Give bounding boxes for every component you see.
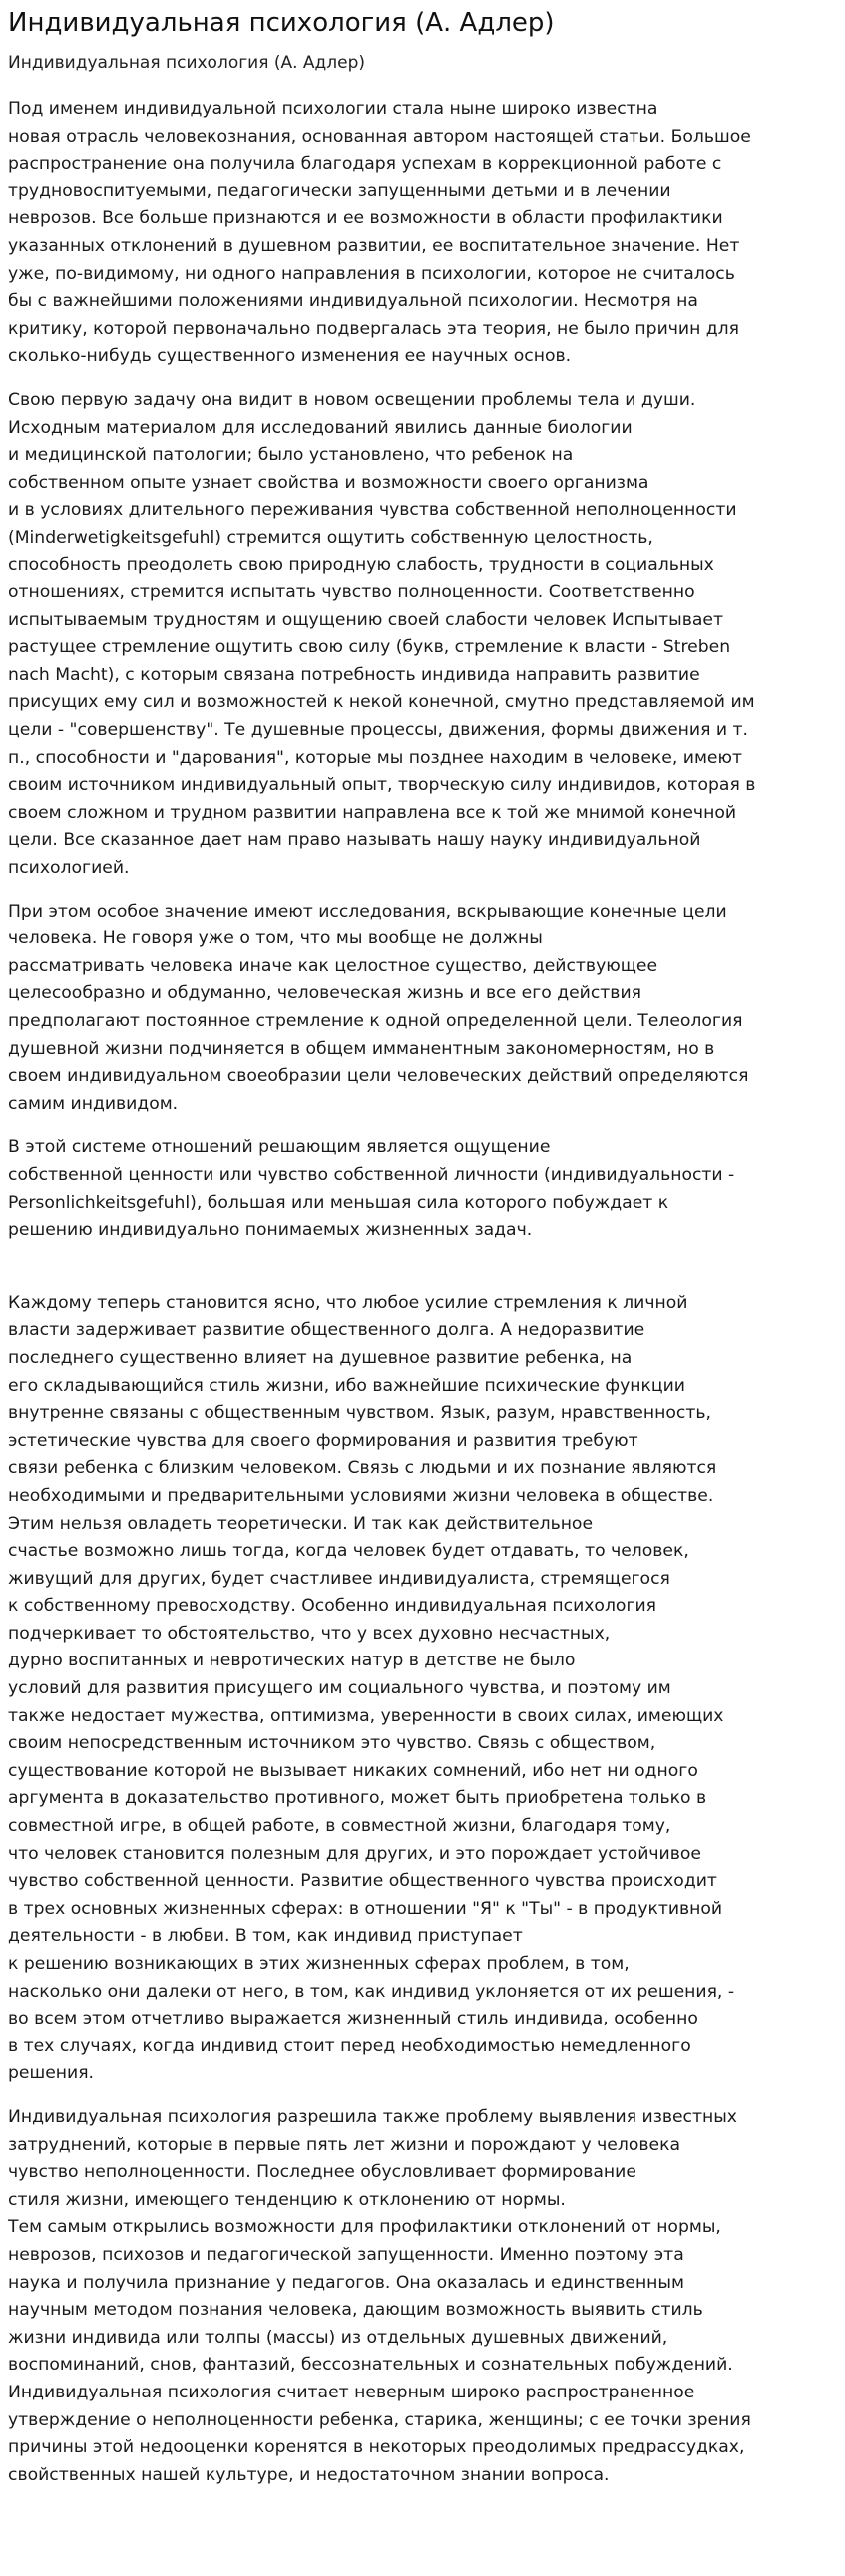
paragraph-line: к собственному превосходству. Особенно индивидуальная психология: [8, 1596, 656, 1617]
paragraph-line: во всем этом отчетливо выражается жизненный стиль индивида, особенно: [8, 2009, 698, 2029]
paragraph-2: [8, 387, 837, 883]
paragraph-line: счастье возможно лишь тогда, когда человек будет отдавать, то человек,: [8, 1541, 689, 1562]
paragraph-line: указанных отклонений в душевном развитии, ее воспитательное значение. Нет: [8, 235, 740, 256]
paragraph-5: [8, 1290, 837, 2088]
paragraph-line: своим непосредственным источником это чувство. Связь с обществом,: [8, 1733, 656, 1754]
paragraph-line: Индивидуальная психология считает неверным широко распространенное: [8, 2382, 695, 2402]
paragraph-line: цели - "совершенству". Те душевные процессы, движения, формы движения и т.: [8, 720, 748, 741]
paragraph-line: свойственных нашей культуре, и недостаточном знании вопроса.: [8, 2464, 610, 2485]
paragraph-line: условий для развития присущего им социального чувства, и поэтому им: [8, 1678, 671, 1699]
paragraph-line: подчеркивает то обстоятельство, что у всех духовно несчастных,: [8, 1623, 611, 1644]
paragraph-line: научным методом познания человека, дающим возможность выявить стиль: [8, 2300, 703, 2321]
paragraph-line: Индивидуальная психология разрешила также проблему выявления известных: [8, 2106, 737, 2127]
paragraph-line: Под именем индивидуальной психологии стала ныне широко известна: [8, 99, 658, 119]
paragraph-line: (Minderwetigkeitsgefuhl) стремится ощутить собственную целостность,: [8, 527, 653, 548]
paragraph-line: предполагают постоянное стремление к одной определенной цели. Телеология: [8, 1011, 743, 1031]
paragraph-line: воспоминаний, снов, фантазий, бессознательных и сознательных побуждений.: [8, 2355, 733, 2376]
paragraph-line: утверждение о неполноценности ребенка, старика, женщины; с ее точки зрения: [8, 2409, 751, 2430]
article-subtitle: Индивидуальная психология (А. Адлер): [8, 53, 366, 73]
paragraph-line: в тех случаях, когда индивид стоит перед необходимостью немедленного: [8, 2035, 691, 2056]
paragraph-line: рассматривать человека иначе как целостное существо, действующее: [8, 955, 658, 976]
paragraph-line: дурно воспитанных и невротических натур в детстве не было: [8, 1651, 576, 1671]
paragraph-line: своем индивидуальном своеобразии цели человеческих действий определяются: [8, 1066, 749, 1087]
paragraph-line: неврозов. Все больше признаются и ее возможности в области профилактики: [8, 208, 723, 229]
paragraph-line: наука и получила признание у педагогов. Она оказалась и единственным: [8, 2272, 684, 2293]
paragraph-line: стиля жизни, имеющего тенденцию к отклонению от нормы.: [8, 2189, 566, 2210]
paragraph-line: решения.: [8, 2063, 94, 2084]
paragraph-line: В этой системе отношений решающим является ощущение: [8, 1137, 551, 1158]
paragraph-line: Personlichkeitsgefuhl), большая или меньшая сила которого побуждает к: [8, 1192, 669, 1213]
paragraph-line: Этим нельзя овладеть теоретически. И так как действительное: [8, 1513, 594, 1534]
paragraph-6: [8, 2104, 837, 2489]
paragraph-line: последнего существенно влияет на душевное развитие ребенка, на: [8, 1347, 633, 1368]
paragraph-line: Каждому теперь становится ясно, что любое усилие стремления к личной: [8, 1292, 688, 1313]
paragraph-line: Тем самым открылись возможности для профилактики отклонений от нормы,: [8, 2217, 721, 2238]
paragraph-line: цели. Все сказанное дает нам право называть нашу науку индивидуальной: [8, 830, 701, 851]
paragraph-line: неврозов, психозов и педагогической запущенности. Именно поэтому эта: [8, 2244, 684, 2265]
paragraph-line: При этом особое значение имеют исследования, вскрывающие конечные цели: [8, 901, 727, 921]
paragraph-line: целесообразно и обдуманно, человеческая жизнь и все его действия: [8, 983, 641, 1004]
paragraph-line: Свою первую задачу она видит в новом освещении проблемы тела и души.: [8, 389, 696, 410]
paragraph-line: что человек становится полезным для других, и это порождает устойчивое: [8, 1843, 701, 1864]
paragraph-line: критику, которой первоначально подвергалась эта теория, не было причин для: [8, 318, 739, 339]
paragraph-line: отношениях, стремится испытать чувство полноценности. Соответственно: [8, 582, 695, 603]
paragraph-line: власти задерживает развитие общественного долга. А недоразвитие: [8, 1320, 645, 1341]
paragraph-line: жизни индивида или толпы (массы) из отдельных душевных движений,: [8, 2327, 668, 2348]
paragraph-line: необходимыми и предварительными условиями жизни человека в обществе.: [8, 1485, 714, 1506]
paragraph-line: растущее стремление ощутить свою силу (букв, стремление к власти - Streben: [8, 637, 731, 658]
paragraph-line: внутренне связаны с общественным чувством. Язык, разум, нравственность,: [8, 1403, 711, 1424]
paragraph-line: и медицинской патологии; было установлено, что ребенок на: [8, 445, 574, 466]
paragraph-1: [8, 96, 837, 371]
paragraph-line: своим источником индивидуальный опыт, творческую силу индивидов, которая в: [8, 775, 756, 796]
paragraph-line: совместной игре, в общей работе, в совместной жизни, благодаря тому,: [8, 1816, 671, 1837]
paragraph-line: его складывающийся стиль жизни, ибо важнейшие психические функции: [8, 1375, 685, 1396]
paragraph-line: затруднений, которые в первые пять лет жизни и порождают у человека: [8, 2134, 680, 2155]
paragraph-line: также недостает мужества, оптимизма, уверенности в своих силах, имеющих: [8, 1705, 724, 1726]
paragraph-line: испытываемым трудностям и ощущению своей слабости человек Испытывает: [8, 609, 723, 630]
paragraph-line: душевной жизни подчиняется в общем имманентным закономерностям, но в: [8, 1038, 715, 1059]
paragraph-line: уже, по-видимому, ни одного направления в психологии, которое не считалось: [8, 263, 735, 284]
paragraph-gap: [8, 1261, 837, 1290]
paragraph-line: собственной ценности или чувство собственной личности (индивидуальности -: [8, 1164, 735, 1185]
paragraph-line: к решению возникающих в этих жизненных сферах проблем, в том,: [8, 1954, 630, 1974]
paragraph-4: [8, 1134, 837, 1244]
paragraph-line: живущий для других, будет счастливее индивидуалиста, стремящегося: [8, 1568, 670, 1589]
paragraph-3: [8, 899, 837, 1119]
paragraph-line: существование которой не вызывает никаких сомнений, ибо нет ни одного: [8, 1760, 698, 1781]
paragraph-line: причины этой недооценки коренятся в некоторых преодолимых предрассудках,: [8, 2437, 745, 2458]
paragraph-line: своем сложном и трудном развитии направлена все к той же мнимой конечной: [8, 802, 736, 823]
paragraph-line: эстетические чувства для своего формирования и развития требуют: [8, 1430, 638, 1451]
paragraph-line: в трех основных жизненных сферах: в отношении "Я" к "Ты" - в продуктивной: [8, 1898, 723, 1919]
paragraph-line: трудновоспитуемыми, педагогически запущенными детьми и в лечении: [8, 181, 671, 201]
paragraph-line: nach Macht), с которым связана потребность индивида направить развитие: [8, 664, 700, 685]
paragraph-line: самим индивидом.: [8, 1093, 179, 1114]
paragraph-line: присущих ему сил и возможностей к некой конечной, смутно представляемой им: [8, 692, 755, 713]
paragraph-line: человека. Не говоря уже о том, что мы вообще не должны: [8, 928, 543, 949]
paragraph-line: деятельности - в любви. В том, как индивид приступает: [8, 1926, 523, 1947]
page-title: Индивидуальная психология (А. Адлер): [8, 8, 555, 38]
paragraph-line: чувство собственной ценности. Развитие общественного чувства происходит: [8, 1871, 717, 1892]
paragraph-line: способность преодолеть свою природную слабость, трудности в социальных: [8, 554, 714, 575]
paragraph-line: Исходным материалом для исследований явились данные биологии: [8, 417, 633, 438]
paragraph-line: психологией.: [8, 858, 130, 879]
article-body: [8, 96, 837, 2489]
paragraph-line: новая отрасль человекознания, основанная автором настоящей статьи. Большое: [8, 126, 751, 147]
paragraph-line: п., способности и "дарования", которые мы позднее находим в человеке, имеют: [8, 747, 742, 768]
paragraph-line: распространение она получила благодаря успехам в коррекционной работе с: [8, 154, 722, 175]
paragraph-line: аргумента в доказательство противного, может быть приобретена только в: [8, 1788, 707, 1809]
paragraph-line: бы с важнейшими положениями индивидуальной психологии. Несмотря на: [8, 291, 698, 312]
paragraph-line: собственном опыте узнает свойства и возможности своего организма: [8, 472, 649, 493]
paragraph-line: связи ребенка с близким человеком. Связь с людьми и их познание являются: [8, 1458, 717, 1479]
paragraph-line: решению индивидуально понимаемых жизненных задач.: [8, 1220, 533, 1241]
paragraph-line: сколько-нибудь существенного изменения ее научных основ.: [8, 346, 572, 367]
paragraph-line: чувство неполноценности. Последнее обусловливает формирование: [8, 2162, 636, 2183]
paragraph-line: насколько они далеки от него, в том, как индивид уклоняется от их решения, -: [8, 1981, 735, 2002]
paragraph-line: и в условиях длительного переживания чувства собственной неполноценности: [8, 500, 737, 521]
